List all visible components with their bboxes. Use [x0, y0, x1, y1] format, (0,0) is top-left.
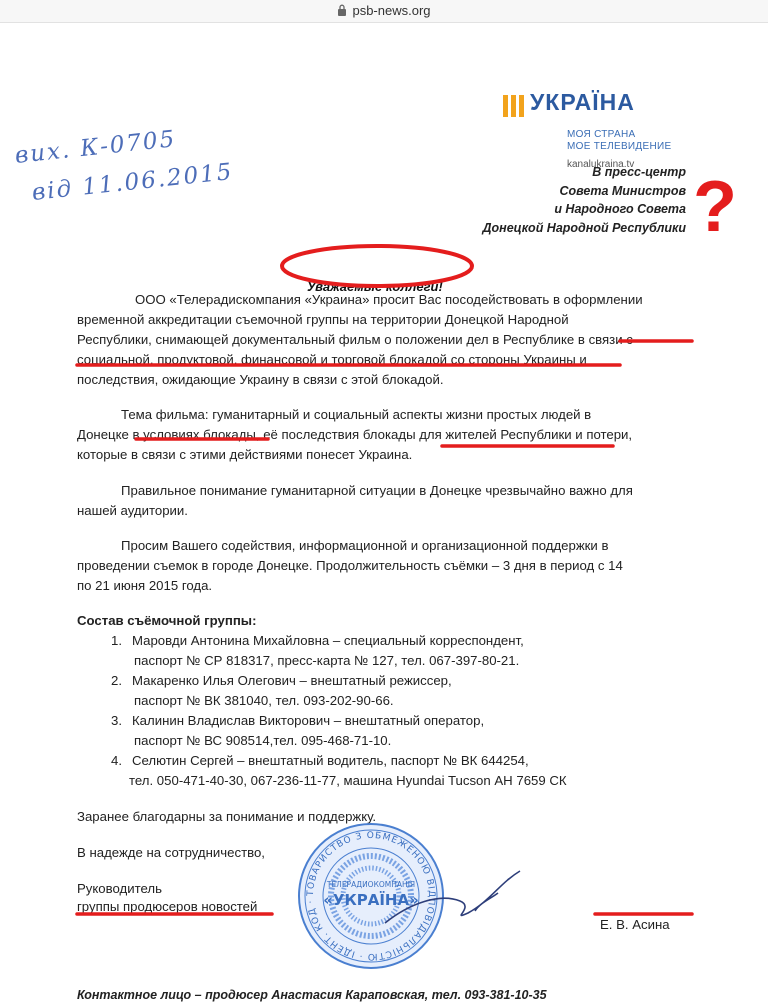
lock-icon [337, 4, 347, 16]
seal-text-top: ТЕЛЕРАДИОКОМПАНІЯ [326, 880, 416, 889]
closing-line: В надежде на сотрудничество, [77, 845, 265, 860]
body-line: ООО «Телерадискомпания «Украина» просит Вас посодействовать в оформлении [135, 292, 643, 307]
crew-member-line: паспорт № ВК 381040, тел. 093-202-90-66. [134, 693, 394, 708]
handwritten-outgoing-number: вих. К-0705 [13, 126, 178, 169]
body-line: последствия, ожидающие Украину в связи с этой блокадой. [77, 372, 444, 387]
url-text: psb-news.org [352, 3, 431, 18]
addressee-line: Донецкой Народной Республики [482, 221, 686, 235]
body-line: временной аккредитации съемочной группы на территории Донецкой Народной [77, 312, 569, 327]
addressee-line: Совета Министров [559, 184, 686, 198]
crew-member-line: Макаренко Илья Олегович – внештатный режиссер, [132, 673, 452, 688]
logo-tagline-1: МОЯ СТРАНА [567, 129, 636, 140]
crew-number: 1. [111, 633, 122, 648]
crew-member-line: паспорт № СР 818317, пресс-карта № 127, тел. 067-397-80-21. [134, 653, 520, 668]
red-question-mark: ? [693, 167, 737, 247]
addressee-line: и Народного Совета [554, 202, 686, 216]
body-line: нашей аудитории. [77, 503, 188, 518]
logo-tagline-2: МОЕ ТЕЛЕВИДЕНИЕ [567, 141, 672, 152]
seal-text-center: «УКРАЇНА» [323, 891, 419, 909]
greeting: Уважаемые коллеги! [307, 279, 443, 294]
body-line: проведении съемок в городе Донецке. Продолжительность съёмки – 3 дня в период с 14 [77, 558, 623, 573]
crew-member-line: Маровди Антонина Михайловна – специальный корреспондент, [132, 633, 524, 648]
crew-heading: Состав съёмочной группы: [77, 613, 257, 628]
body-line: Тема фильма: гуманитарный и социальный аспекты жизни простых людей в [121, 407, 592, 422]
body-line: Республики, снимающей документальный фильм о положении дел в Республике в связи с [77, 332, 633, 347]
body-line: Правильное понимание гуманитарной ситуации в Донецке чрезвычайно важно для [121, 483, 633, 498]
crew-number: 2. [111, 673, 122, 688]
crew-number: 4. [111, 753, 122, 768]
signatory-name: Е. В. Асина [600, 917, 670, 932]
signatory-position: Руководитель [77, 881, 162, 896]
body-line: Просим Вашего содействия, информационной и организационной поддержки в [121, 538, 609, 553]
crew-member-line: Селютин Сергей – внештатный водитель, паспорт № ВК 644254, [132, 753, 529, 768]
crew-number: 3. [111, 713, 122, 728]
logo-website: kanalukraina.tv [567, 159, 635, 170]
crew-member-line: паспорт № ВС 908514,тел. 095-468-71-10. [134, 733, 392, 748]
body-line: по 21 июня 2015 года. [77, 578, 213, 593]
handwritten-date: від 11.06.2015 [30, 158, 235, 206]
channel-logo-text: УКРАЇНА [530, 89, 635, 115]
body-line: Донецке в условиях блокады, её последствия блокады для жителей Республики и потери, [77, 427, 633, 442]
addressee-line: В пресс-центр [592, 165, 686, 179]
signatory-position: группы продюсеров новостей [77, 899, 258, 914]
svg-text:ТОВАРИСТВО З ОБМЕЖЕНОЮ ВІДПОВІ: ТОВАРИСТВО З ОБМЕЖЕНОЮ ВІДПОВІДАЛЬНІСТЮ · ІДЕНТ. КОД · [305, 830, 437, 962]
body-line: социальной, продуктовой, финансовой и торговой блокадой со стороны Украины и [77, 352, 587, 367]
thanks-line: Заранее благодарны за понимание и поддержку. [77, 809, 377, 824]
contact-line: Контактное лицо – продюсер Анастасия Караповская, тел. 093-381-10-35 [77, 988, 547, 1002]
browser-address-bar[interactable] [0, 0, 768, 23]
crew-member-line: тел. 050-471-40-30, 067-236-11-77, машина Hyundai Tucson АН 7659 СК [129, 773, 567, 788]
crew-member-line: Калинин Владислав Викторович – внештатный оператор, [132, 713, 485, 728]
letter-page [0, 23, 768, 1006]
body-line: которые в связи с этими действиями понесет Украина. [77, 447, 413, 462]
handwritten-signature [380, 863, 530, 933]
